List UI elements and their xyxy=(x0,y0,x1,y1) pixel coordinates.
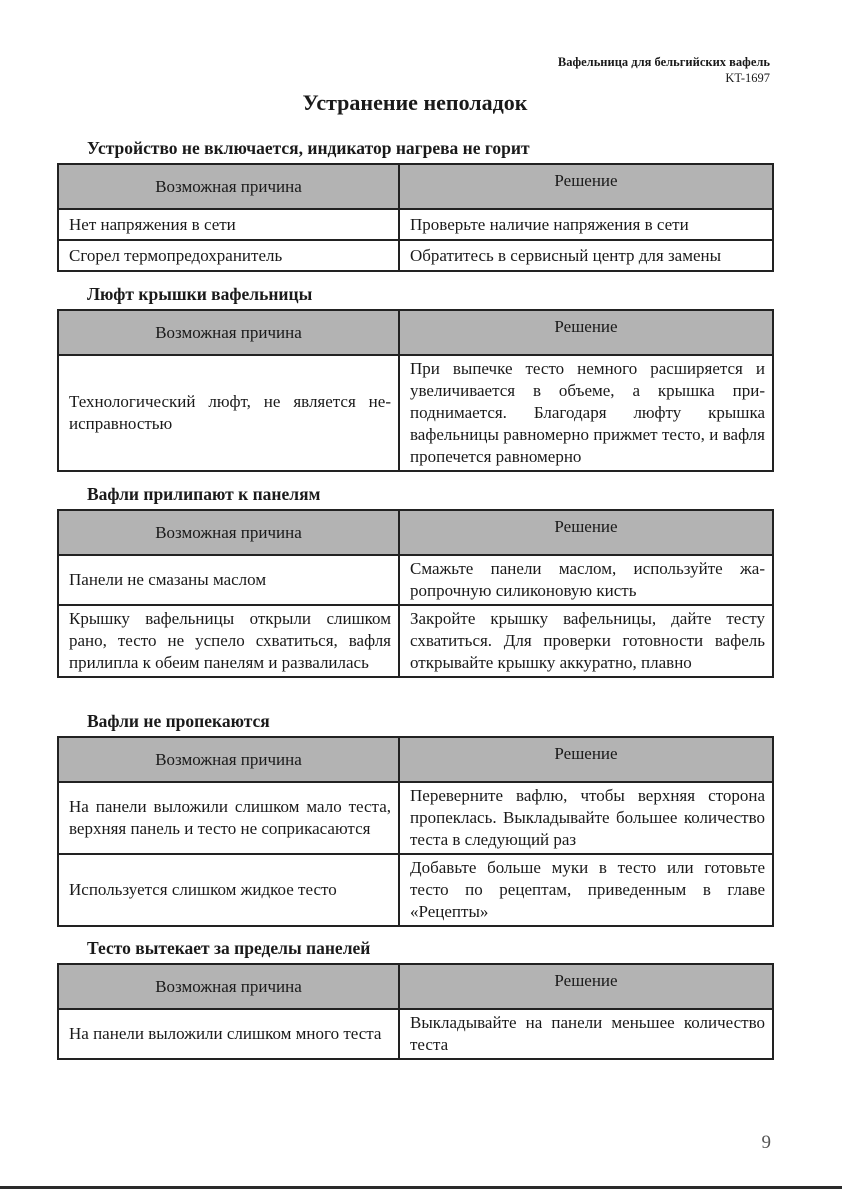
cause-cell: Панели не смазаны маслом xyxy=(58,555,399,605)
troubleshooting-table xyxy=(57,163,774,272)
section-no-power xyxy=(57,137,772,272)
table-header-row xyxy=(58,964,773,1009)
header-model: KT-1697 xyxy=(725,71,770,85)
table-header-row xyxy=(58,310,773,355)
solution-cell: Переверните вафлю, чтобы верхняя сторона пропеклась. Выкладывайте большее количество теста в следующий раз xyxy=(399,782,773,854)
col-header-solution: Решение xyxy=(399,737,773,782)
section-batter-overflow xyxy=(57,937,772,1060)
page-title: Устранение неполадок xyxy=(302,90,528,115)
table-row xyxy=(58,782,773,854)
table-row xyxy=(58,1009,773,1059)
section-heading: Устройство не включается, индикатор нагрева не горит xyxy=(87,138,530,158)
col-header-solution: Решение xyxy=(399,164,773,209)
table-header-row xyxy=(58,510,773,555)
col-header-cause: Возможная причина xyxy=(58,510,399,555)
header-product: Вафельница для бельгийских вафель xyxy=(557,55,770,69)
cause-cell: Сгорел термопредохранитель xyxy=(58,240,399,271)
table-row xyxy=(58,209,773,240)
col-header-cause: Возможная причина xyxy=(58,964,399,1009)
section-heading: Люфт крышки вафельницы xyxy=(87,284,313,304)
section-waffles-stick xyxy=(57,483,772,678)
table-row xyxy=(58,240,773,271)
troubleshooting-table xyxy=(57,309,774,472)
solution-cell: Добавьте больше муки в тесто или готовьте тесто по рецептам, приведенным в главе «Рецепты» xyxy=(399,854,773,926)
section-not-baking xyxy=(57,710,772,927)
col-header-solution: Решение xyxy=(399,310,773,355)
cause-cell: На панели выложили слишком много теста xyxy=(58,1009,399,1059)
table-header-row xyxy=(58,164,773,209)
solution-cell: Закройте крышку вафельницы, дайте тесту схватиться. Для проверки готовности вафель открывайте крышку аккуратно, плавно xyxy=(399,605,773,677)
troubleshooting-table xyxy=(57,509,774,678)
solution-cell: Проверьте наличие напряжения в сети xyxy=(399,209,773,240)
col-header-cause: Возможная причина xyxy=(58,164,399,209)
section-heading: Вафли не пропекаются xyxy=(87,711,270,731)
cause-cell: На панели выложили слишком мало теста, верхняя панель и тесто не соприкасаются xyxy=(58,782,399,854)
cause-cell: Нет напряжения в сети xyxy=(58,209,399,240)
col-header-solution: Решение xyxy=(399,964,773,1009)
section-lid-play xyxy=(57,283,772,472)
troubleshooting-table xyxy=(57,736,774,927)
solution-cell: При выпечке тесто немного расширяется и увеличивается в объеме, а крышка приподнимается. Благодаря люфту крышка вафельницы равномерно прижмет тесто, и вафля пропечется равномерно xyxy=(399,355,773,471)
cause-cell: Технологический люфт, не является неисправностью xyxy=(58,355,399,471)
col-header-cause: Возможная причина xyxy=(58,310,399,355)
section-heading: Тесто вытекает за пределы панелей xyxy=(87,938,371,958)
table-row xyxy=(58,605,773,677)
col-header-solution: Решение xyxy=(399,510,773,555)
table-row xyxy=(58,355,773,471)
table-row xyxy=(58,555,773,605)
solution-cell: Выкладывайте на панели меньшее количество теста xyxy=(399,1009,773,1059)
solution-cell: Смажьте панели маслом, используйте жаропрочную силиконовую кисть xyxy=(399,555,773,605)
table-header-row xyxy=(58,737,773,782)
running-header xyxy=(558,54,770,86)
cause-cell: Используется слишком жидкое тесто xyxy=(58,854,399,926)
col-header-cause: Возможная причина xyxy=(58,737,399,782)
page-number: 9 xyxy=(761,1132,771,1153)
troubleshooting-table xyxy=(57,963,774,1060)
solution-cell: Обратитесь в сервисный центр для замены xyxy=(399,240,773,271)
section-heading: Вафли прилипают к панелям xyxy=(87,484,321,504)
cause-cell: Крышку вафельницы открыли слишком рано, тесто не успело схватиться, вафля прилипла к обеим панелям и развалилась xyxy=(58,605,399,677)
table-row xyxy=(58,854,773,926)
